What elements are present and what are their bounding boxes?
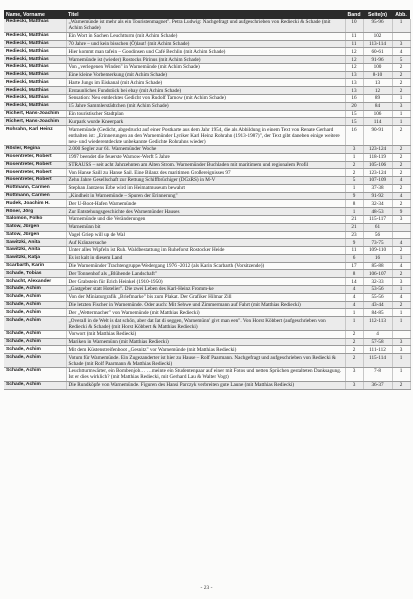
volume-cell: 12 — [345, 48, 363, 56]
volume-cell: 2 — [345, 354, 363, 368]
figures-cell: 2 — [392, 301, 410, 309]
table-row — [4, 40, 410, 48]
title-cell: „Overall in de Welt is dat schön, aber dat Iat di seggen, Warnemünn' givt man een". Von Horst Köbbert (aufgeschrieben von Rediecki & Schade) (mit Horst Köbbert & Matthias Rediecki) — [66, 317, 345, 331]
table-row — [4, 71, 410, 79]
pages-cell: 84-85 — [363, 309, 392, 317]
volume-cell: 15 — [345, 110, 363, 118]
title-cell: Kurpark wurde Kneerpark — [66, 118, 345, 126]
volume-cell: 21 — [345, 215, 363, 223]
volume-cell: 8 — [345, 270, 363, 278]
author-cell: Schade, Achim — [4, 330, 66, 338]
title-cell: Warnemünn bit — [66, 223, 345, 231]
author-cell: Schade, Achim — [4, 354, 66, 368]
title-cell: Es ist kalt in diesem Land — [66, 254, 345, 262]
title-cell: Zur Entstehungsgeschichte des Warnemünder Hauses — [66, 208, 345, 216]
header-volume: Band — [345, 10, 363, 19]
figures-cell — [392, 231, 410, 239]
figures-cell: 3 — [392, 215, 410, 223]
figures-cell: 1 — [392, 19, 410, 32]
author-cell: Sawitzki, Katja — [4, 254, 66, 262]
author-cell: Schade, Achim — [4, 301, 66, 309]
figures-cell: 2 — [392, 153, 410, 161]
pages-cell: 91-96 — [363, 56, 392, 64]
figures-cell: 1 — [392, 309, 410, 317]
volume-cell: 16 — [345, 126, 363, 146]
title-cell: Votum für Warnemünde. Ein Zugezanderter ist hier zu Hause – Rolf Paarmann. Nachgefragt und aufgeschrieben von Rediecki & Schade (mit Rolf Paarmann & Matthias Rediecki) — [66, 354, 345, 368]
title-cell: Stephan Jantzens Erbe wird im Heimatmuseum bewahrt — [66, 184, 345, 192]
volume-cell: 5 — [345, 177, 363, 185]
volume-cell: 2 — [345, 330, 363, 338]
title-cell: 2.000 Segler zur 61. Warnemünder Woche — [66, 145, 345, 153]
figures-cell: 2 — [392, 126, 410, 146]
pages-cell: 85-88 — [363, 262, 392, 270]
author-cell: Salomon, Folko — [4, 215, 66, 223]
figures-cell: 2 — [392, 63, 410, 71]
table-row — [4, 309, 410, 317]
title-cell: Der U-Boot-Hafen Warnemünde — [66, 200, 345, 208]
author-cell: Schacht, Alexander — [4, 278, 66, 286]
pages-cell: 112-113 — [363, 317, 392, 331]
pages-cell: 102 — [363, 32, 392, 40]
title-cell: 1997 beendet die feuerste Warnow-Werft 5 Jahre — [66, 153, 345, 161]
title-cell: Mit dem Küstenstreifenboot „Gesnitz" vor Warnemünde (mit Matthias Rediecki) — [66, 346, 345, 354]
figures-cell — [392, 330, 410, 338]
title-cell: Vagel Griep will up de Wal — [66, 231, 345, 239]
table-row — [4, 32, 410, 40]
figures-cell: 9 — [392, 208, 410, 216]
figures-cell: 2 — [392, 200, 410, 208]
title-cell: Der „Wettermacher" von Warnemünde (mit Matthias Rediecki) — [66, 309, 345, 317]
pages-cell: 4 — [363, 330, 392, 338]
table-row — [4, 48, 410, 56]
volume-cell: 2 — [345, 338, 363, 346]
author-cell: Rediecki, Matthias — [4, 32, 66, 40]
header-name: Name, Vorname — [4, 10, 66, 19]
pages-cell: 60-61 — [363, 48, 392, 56]
volume-cell: 1 — [345, 153, 363, 161]
title-cell: Eine kleine Vorbemerkung (mit Achim Schade) — [66, 71, 345, 79]
author-cell: Satow, Jürgen — [4, 223, 66, 231]
table-row — [4, 346, 410, 354]
author-cell: Schade, Tobias — [4, 270, 66, 278]
title-cell: Der Grabstein für Erich Heinkel (1910-1950) — [66, 278, 345, 286]
pages-cell: 118-119 — [363, 153, 392, 161]
table-row — [4, 184, 410, 192]
volume-cell: 3 — [345, 381, 363, 389]
title-cell: Der Tonnenhof als „Blühende Landschaft" — [66, 270, 345, 278]
title-cell: Unter alles Wipfeln ist Ruh. Waldbestattung im Ruheforst Rostocker Heide — [66, 247, 345, 255]
figures-cell: 1 — [392, 118, 410, 126]
figures-cell: 5 — [392, 56, 410, 64]
header-title: Titel — [66, 10, 345, 19]
author-cell: Richert, Hans-Joachim — [4, 118, 66, 126]
figures-cell: 2 — [392, 184, 410, 192]
table-row — [4, 126, 410, 146]
title-cell: Die Warnemünder Trachtengruppe/Wedergang 1976 -2012 (als Karin Scarbarth (Vorsitzende)) — [66, 262, 345, 270]
table-row — [4, 145, 410, 153]
title-cell: Die letzten Fischer in Warnemünde. Oder auch: Mit Sehwe und Zimmermann auf Fahrt (mit Matthias Rediecki) — [66, 301, 345, 309]
title-cell: Auf Kränzersuche — [66, 239, 345, 247]
table-row — [4, 239, 410, 247]
pages-cell: 16 — [363, 254, 392, 262]
title-cell: Warnemünde (Gedicht, abgedruckt auf einer Postkarte aus dem Jahr 1954, die als Abbildung in einem Text von Renate Gerhard enthalten ist: „Erinnerungen an den Warnemünder Lyriker Karl Heinz Rohrahn (1913-1987)", der Text gibt daneben einige weitere neu- und wiederentdeckte unbekannte Gedichte Rohrahns wieder) — [66, 126, 345, 146]
volume-cell: 13 — [345, 87, 363, 95]
title-cell: Erstaunliches Fundstück bei ebay (mit Achim Schade) — [66, 87, 345, 95]
pages-cell: 100 — [363, 63, 392, 71]
bibliography-table — [4, 10, 411, 390]
pages-cell: 32-34 — [363, 200, 392, 208]
table-row — [4, 63, 410, 71]
pages-cell: 61 — [363, 223, 392, 231]
table-row — [4, 56, 410, 64]
pages-cell: 37-38 — [363, 184, 392, 192]
table-row — [4, 247, 410, 255]
figures-cell: 1 — [392, 354, 410, 368]
author-cell: Rediecki, Matthias — [4, 40, 66, 48]
table-row — [4, 192, 410, 200]
table-row — [4, 223, 410, 231]
table-row — [4, 118, 410, 126]
author-cell: Sawitzki, Anita — [4, 247, 66, 255]
table-row — [4, 95, 410, 103]
author-cell: Rediecki, Matthias — [4, 19, 66, 32]
table-row — [4, 338, 410, 346]
pages-cell: 109-110 — [363, 247, 392, 255]
title-cell: Sensation: Neu entdecktes Gedicht von Rudolf Tarnow (mit Achim Schade) — [66, 95, 345, 103]
pages-cell: 115-114 — [363, 354, 392, 368]
pages-cell: 91-92 — [363, 192, 392, 200]
figures-cell: 3 — [392, 40, 410, 48]
volume-cell: 10 — [345, 19, 363, 32]
author-cell: Rottmann, Carmen — [4, 192, 66, 200]
author-cell: Rediecki, Matthias — [4, 79, 66, 87]
volume-cell: 4 — [345, 286, 363, 294]
volume-cell: 4 — [345, 301, 363, 309]
volume-cell: 1 — [345, 184, 363, 192]
pages-cell: 115-117 — [363, 215, 392, 223]
figures-cell: 2 — [392, 169, 410, 177]
author-cell: Schade, Achim — [4, 317, 66, 331]
figures-cell: 1 — [392, 95, 410, 103]
title-cell: Hier kommt man tafein – Goodinsen und Café Bechlin (mit Achim Schade) — [66, 48, 345, 56]
author-cell: Rudek, Joachim H. — [4, 200, 66, 208]
table-row — [4, 254, 410, 262]
table-row — [4, 200, 410, 208]
table-row — [4, 79, 410, 87]
title-cell: Leuchtturmwärter, ein Bombenjob… …meinte ein Studentenpaar auf einer mit Fotos und netten Sprüchen gestalteten Danksagung. Ist er dies wirklich? (mit Matthias Rediecki, mit Gerhard Lau & Walter Vogt) — [66, 368, 345, 382]
volume-cell: 1 — [345, 309, 363, 317]
author-cell: Schade, Achim — [4, 309, 66, 317]
title-cell: Zehn Jahre Gesellschaft zur Rettung Schiffbrüchiger (DGzRS) in M-V — [66, 177, 345, 185]
volume-cell: 14 — [345, 278, 363, 286]
author-cell: Rosentreter, Robert — [4, 161, 66, 169]
pages-cell: 53-56 — [363, 286, 392, 294]
figures-cell: 1 — [392, 317, 410, 331]
author-cell: Sawitzki, Anita — [4, 239, 66, 247]
pages-cell: 36-37 — [363, 381, 392, 389]
table-row — [4, 177, 410, 185]
author-cell: Scarbarth, Karin — [4, 262, 66, 270]
figures-cell: 4 — [392, 192, 410, 200]
title-cell: Die Rundköpfe von Warnemünde. Figuren des Hansi Parczyk verbreiten gute Laune (mit Matthias Rediecki) — [66, 381, 345, 389]
title-cell: Warnemünde ist (wieder) Rostocks Pirinus (mit Achim Schade) — [66, 56, 345, 64]
author-cell: Richert, Hans-Joachim — [4, 110, 66, 118]
page-number: - 23 - — [200, 585, 213, 591]
pages-cell: 56 — [363, 231, 392, 239]
volume-cell: 1 — [345, 317, 363, 331]
author-cell: Rösler, Regina — [4, 145, 66, 153]
volume-cell: 23 — [345, 231, 363, 239]
volume-cell: 21 — [345, 223, 363, 231]
title-cell: Harte Jungs im Eiskanal (mit Achim Schade) — [66, 79, 345, 87]
table-row — [4, 270, 410, 278]
pages-cell: 89 — [363, 95, 392, 103]
volume-cell: 9 — [345, 239, 363, 247]
volume-cell: 2 — [345, 161, 363, 169]
figures-cell: 2 — [392, 79, 410, 87]
pages-cell: 106 — [363, 110, 392, 118]
pages-cell: 90-91 — [363, 126, 392, 146]
figures-cell: 2 — [392, 161, 410, 169]
figures-cell: 2 — [392, 381, 410, 389]
pages-cell: 7-8 — [363, 368, 392, 382]
volume-cell: 20 — [345, 102, 363, 110]
figures-cell: 2 — [392, 145, 410, 153]
title-cell: „Warnemünde ist mehr als ein Touristenmagnet". Petra Ludwig: Nachgefragt und aufgeschrieben von Rediecki & Schade (mit Achim Schade) — [66, 19, 345, 32]
pages-cell: 105-106 — [363, 161, 392, 169]
figures-cell: 3 — [392, 278, 410, 286]
pages-cell: 95-96 — [363, 19, 392, 32]
pages-cell: 12 — [363, 87, 392, 95]
pages-cell: 111-112 — [363, 346, 392, 354]
author-cell: Satow, Jürgen — [4, 231, 66, 239]
volume-cell: 11 — [345, 32, 363, 40]
figures-cell: 1 — [392, 368, 410, 382]
volume-cell: 2 — [345, 346, 363, 354]
volume-cell: 12 — [345, 56, 363, 64]
title-cell: Ein touristischer Stadtplan — [66, 110, 345, 118]
table-row — [4, 169, 410, 177]
title-cell: Mariken in Warnemünn (mit Matthias Rediecki) — [66, 338, 345, 346]
pages-cell: 73-75 — [363, 239, 392, 247]
pages-cell: 113-114 — [363, 40, 392, 48]
pages-cell: 57-58 — [363, 338, 392, 346]
title-cell: Von Hanse Saill zu Hanse Sail. Eine Bilanz des maritimen Großereignisses 97 — [66, 169, 345, 177]
author-cell: Schade, Achim — [4, 346, 66, 354]
title-cell: Vorwort (mit Matthias Rediecki) — [66, 330, 345, 338]
title-cell: „Gastgeber statt Hotelier". Die zwei Leben des Karl-Heinz Fromm-ke — [66, 286, 345, 294]
author-cell: Schade, Achim — [4, 368, 66, 382]
author-cell: Rohrahn, Karl Heinz — [4, 126, 66, 146]
volume-cell: 11 — [345, 247, 363, 255]
table-row — [4, 102, 410, 110]
table-row — [4, 161, 410, 169]
table-row — [4, 19, 410, 32]
figures-cell: 4 — [392, 48, 410, 56]
table-row — [4, 381, 410, 389]
figures-cell: 2 — [392, 247, 410, 255]
author-cell: Rosentreter, Robert — [4, 177, 66, 185]
table-row — [4, 317, 410, 331]
title-cell: STRAUSS – seit acht Jahrzehnten am Alten Strom. Warnemünder Buchladen mit maritimem und regionalem Profil — [66, 161, 345, 169]
title-cell: 70 Jahre – und kein bisschen (Ö)laut! (mit Achim Schade) — [66, 40, 345, 48]
figures-cell: 1 — [392, 254, 410, 262]
table-header-row — [4, 10, 410, 19]
figures-cell: 4 — [392, 239, 410, 247]
volume-cell: 11 — [345, 40, 363, 48]
pages-cell: 32-33 — [363, 278, 392, 286]
volume-cell: 3 — [345, 368, 363, 382]
volume-cell: 1 — [345, 208, 363, 216]
pages-cell: 13 — [363, 79, 392, 87]
figures-cell: 3 — [392, 338, 410, 346]
figures-cell: 4 — [392, 262, 410, 270]
volume-cell: 17 — [345, 262, 363, 270]
author-cell: Röner, Jörg — [4, 208, 66, 216]
author-cell: Rosentreter, Robert — [4, 169, 66, 177]
author-cell: Rediecki, Matthias — [4, 102, 66, 110]
table-row — [4, 301, 410, 309]
table-body — [4, 19, 410, 389]
pages-cell: 114 — [363, 118, 392, 126]
volume-cell: 12 — [345, 63, 363, 71]
pages-cell: 123-124 — [363, 145, 392, 153]
pages-cell: 43-44 — [363, 301, 392, 309]
figures-cell: 2 — [392, 270, 410, 278]
pages-cell: 55-56 — [363, 293, 392, 301]
figures-cell: 3 — [392, 102, 410, 110]
volume-cell: 15 — [345, 118, 363, 126]
table-row — [4, 286, 410, 294]
author-cell: Rediecki, Matthias — [4, 56, 66, 64]
pages-cell: 48-53 — [363, 208, 392, 216]
author-cell: Rediecki, Matthias — [4, 87, 66, 95]
author-cell: Rediecki, Matthias — [4, 48, 66, 56]
author-cell: Schade, Achim — [4, 381, 66, 389]
figures-cell: 2 — [392, 71, 410, 79]
table-row — [4, 368, 410, 382]
table-row — [4, 87, 410, 95]
volume-cell: 6 — [345, 254, 363, 262]
volume-cell: 3 — [345, 145, 363, 153]
pages-cell: 84 — [363, 102, 392, 110]
title-cell: „Kindheit in Warnemünde – Spuren der Erinnerung" — [66, 192, 345, 200]
title-cell: Ein Wort in Sachen Leuchtturm (mit Achim Schade) — [66, 32, 345, 40]
volume-cell: 2 — [345, 169, 363, 177]
title-cell: 15 Jahre Sammlerstädtchen (mit Achim Schade) — [66, 102, 345, 110]
table-row — [4, 208, 410, 216]
title-cell: Von der Miniaturgrafik „Briefmarke" bis zum Plakat. Der Grafiker Hilmar Zill — [66, 293, 345, 301]
volume-cell: 4 — [345, 293, 363, 301]
author-cell: Rediecki, Matthias — [4, 63, 66, 71]
pages-cell: 123-124 — [363, 169, 392, 177]
table-row — [4, 215, 410, 223]
figures-cell: 1 — [392, 110, 410, 118]
volume-cell: 13 — [345, 79, 363, 87]
header-pages: Seite(n) — [363, 10, 392, 19]
author-cell: Rediecki, Matthias — [4, 71, 66, 79]
title-cell: Von „verlegenen Winden" in Warnemünde (mit Achim Schade) — [66, 63, 345, 71]
table-row — [4, 330, 410, 338]
pages-cell: 107-109 — [363, 177, 392, 185]
volume-cell: 16 — [345, 95, 363, 103]
volume-cell: 13 — [345, 71, 363, 79]
author-cell: Schade, Achim — [4, 286, 66, 294]
pages-cell: 8-10 — [363, 71, 392, 79]
figures-cell: 3 — [392, 346, 410, 354]
author-cell: Schade, Achim — [4, 338, 66, 346]
header-figures: Abb. — [392, 10, 410, 19]
figures-cell: 2 — [392, 87, 410, 95]
volume-cell: 9 — [345, 192, 363, 200]
table-row — [4, 278, 410, 286]
author-cell: Schade, Achim — [4, 293, 66, 301]
figures-cell: 4 — [392, 177, 410, 185]
author-cell: Rediecki, Matthias — [4, 95, 66, 103]
table-row — [4, 110, 410, 118]
table-row — [4, 231, 410, 239]
table-row — [4, 153, 410, 161]
figures-cell: 4 — [392, 293, 410, 301]
table-row — [4, 293, 410, 301]
figures-cell — [392, 223, 410, 231]
author-cell: Rosentreter, Robert — [4, 153, 66, 161]
title-cell: Warnemünde und die Veränderungen — [66, 215, 345, 223]
table-row — [4, 262, 410, 270]
pages-cell: 106-107 — [363, 270, 392, 278]
table-row — [4, 354, 410, 368]
volume-cell: 8 — [345, 200, 363, 208]
figures-cell — [392, 32, 410, 40]
author-cell: Rottmann, Carmen — [4, 184, 66, 192]
figures-cell: 1 — [392, 286, 410, 294]
